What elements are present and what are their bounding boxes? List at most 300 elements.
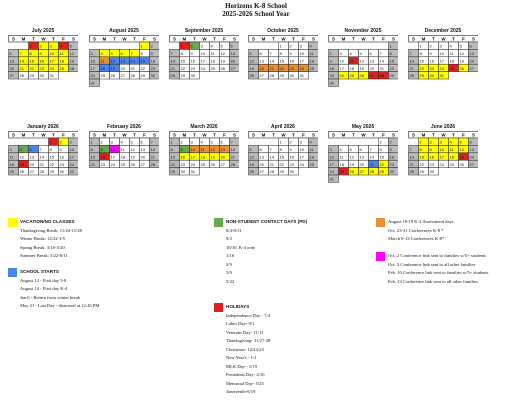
day-number: 15 [29,58,34,64]
day-number: 31 [49,73,54,79]
day-number: 18 [449,58,454,64]
day-number: 24 [299,65,304,71]
day-number: 6 [230,43,233,49]
day-number: 16 [180,154,185,160]
day-number: 11 [339,154,344,160]
day-header: F [143,132,146,138]
day-header: F [302,36,305,42]
day-number: 8 [279,147,282,152]
day-number: 15 [419,58,424,64]
day-number: 20 [29,161,34,167]
day-number: 16 [39,58,44,64]
day-number: 7 [170,51,173,56]
page-title: Horizons K-8 School [225,2,287,10]
day-number: 9 [59,147,62,152]
day-number: 2 [329,51,332,56]
day-number: 8 [140,51,143,56]
day-header: S [392,36,395,42]
day-number: 25 [9,169,14,175]
legend-line: August 18-19 K-2 Assessment days [388,219,454,224]
legend-school-starts [8,268,198,311]
month-calendar [248,124,318,183]
day-number: 10 [439,51,444,56]
day-header: M [102,132,107,138]
day-number: 7 [269,51,272,56]
day-header: W [441,132,446,138]
day-number: 2 [59,139,62,145]
day-number: 17 [110,154,115,160]
day-number: 10 [110,147,115,152]
day-number: 22 [180,65,185,71]
day-number: 12 [130,147,135,152]
day-number: 15 [279,58,284,64]
day-number: 30 [289,73,294,79]
day-number: 3 [339,51,342,56]
day-number: 1 [180,43,183,49]
day-number: 17 [90,65,95,71]
day-number: 18 [59,58,64,64]
day-number: 19 [130,154,135,160]
day-number: 29 [419,169,424,175]
month-grid [89,35,159,87]
day-number: 27 [469,65,474,71]
day-number: 18 [309,154,314,160]
day-number: 20 [259,161,264,167]
day-number: 15 [49,154,54,160]
day-number: 4 [210,43,213,49]
day-number: 25 [200,161,205,167]
day-number: 14 [379,58,384,64]
day-header: F [462,36,465,42]
day-number: 20 [140,154,145,160]
day-number: 21 [170,65,175,71]
day-header: T [272,132,275,138]
day-number: 24 [200,65,205,71]
day-header: T [213,132,216,138]
day-number: 5 [220,43,223,49]
day-number: 3 [329,147,332,152]
legend-line: 5/22 [226,278,235,284]
day-header: S [252,132,255,138]
day-header: W [281,36,286,42]
legend-heading: NON-STUDENT CONTACT DAYS (PD) [226,219,308,224]
day-header: T [32,36,35,42]
legend-line: 8/4-8/11 [226,227,242,233]
legend-line: Oct. 23-31 Conferences K-8 * [388,227,444,233]
day-number: 3 [49,43,52,49]
day-number: 27 [220,161,225,167]
day-number: 7 [409,147,412,152]
day-number: 24 [69,161,74,167]
day-number: 23 [59,161,64,167]
day-number: 12 [110,58,115,64]
day-number: 11 [210,51,215,56]
day-number: 31 [190,169,195,175]
month-grid [169,35,239,87]
legend-line: 9/2 [226,236,232,241]
vacation-swatch [8,218,17,227]
day-number: 11 [120,147,125,152]
day-header: M [341,36,346,42]
day-number: 14 [130,58,135,64]
day-number: 29 [279,73,284,79]
day-number: 21 [230,154,235,160]
legend-line: Spring Break: 3/16-3/20 [20,244,65,250]
legend-line: MLK Day - 1/19 [226,363,258,369]
day-header: T [52,132,55,138]
day-number: 14 [230,147,235,152]
day-number: 16 [150,58,155,64]
day-number: 9 [289,147,292,152]
day-number: 29 [419,73,424,79]
day-number: 24 [339,73,344,79]
day-number: 7 [19,51,22,56]
day-number: 5 [459,139,462,145]
day-number: 22 [419,161,424,167]
month-grid [408,131,478,183]
day-header: S [72,132,75,138]
day-number: 3 [190,139,193,145]
day-number: 6 [9,51,12,56]
day-number: 30 [150,73,155,79]
day-number: 13 [469,147,474,152]
month-name: November 2025 [344,28,382,34]
day-number: 15 [419,154,424,160]
day-number: 5 [130,139,133,145]
day-number: 3 [110,139,113,145]
day-number: 30 [39,73,44,79]
day-number: 1 [389,43,392,49]
day-number: 5 [249,51,252,56]
day-header: T [432,132,435,138]
day-header: T [432,36,435,42]
day-number: 30 [180,169,185,175]
day-number: 2 [289,43,292,49]
day-number: 26 [69,65,74,71]
day-header: T [452,36,455,42]
day-number: 28 [379,73,384,79]
day-header: S [392,132,395,138]
legend-line: Veterans Day- 11/11 [226,329,264,335]
day-number: 29 [389,73,394,79]
day-number: 19 [19,161,24,167]
legend-line: Labor Day- 9/1 [226,321,255,326]
month-grid [8,131,78,183]
day-number: 19 [110,65,115,71]
day-number: 26 [249,169,254,175]
day-number: 4 [449,139,452,145]
day-number: 21 [39,161,44,167]
month-calendar [408,124,478,183]
day-number: 19 [249,65,254,71]
day-header: S [12,36,15,42]
day-number: 4 [9,147,12,152]
day-number: 16 [59,154,64,160]
day-number: 26 [220,65,225,71]
legend-line: August 12 - First day 5-8 [20,277,67,283]
day-number: 4 [309,139,312,145]
day-number: 7 [369,147,372,152]
day-number: 20 [469,58,474,64]
day-number: 1 [419,139,422,145]
day-number: 22 [389,65,394,71]
month-name: April 2026 [271,124,295,130]
day-number: 25 [120,161,125,167]
day-number: 14 [150,147,155,152]
month-name: September 2025 [184,28,224,34]
day-header: M [21,36,26,42]
legend-line: Oct. 3 Conference link sent to all other families [388,261,476,267]
day-header: T [213,36,216,42]
month-calendar [89,28,159,87]
day-number: 3 [299,139,302,145]
day-header: T [113,132,116,138]
day-number: 24 [190,161,195,167]
day-header: S [12,132,15,138]
day-header: M [102,36,107,42]
day-number: 28 [409,169,414,175]
day-number: 29 [180,73,185,79]
day-number: 28 [269,169,274,175]
day-number: 16 [190,58,195,64]
month-calendar [8,28,78,87]
day-header: F [302,132,305,138]
day-number: 26 [19,169,24,175]
day-number: 17 [190,154,195,160]
day-number: 27 [9,73,14,79]
day-number: 25 [449,65,454,71]
day-number: 25 [100,73,105,79]
day-number: 18 [210,58,215,64]
day-header: S [173,36,176,42]
day-number: 9 [429,147,432,152]
day-number: 17 [69,154,74,160]
day-number: 10 [299,51,304,56]
day-number: 18 [449,154,454,160]
day-number: 3 [439,139,442,145]
non-student-contact-swatch [214,218,223,227]
day-number: 7 [269,147,272,152]
day-number: 14 [269,154,274,160]
day-number: 12 [249,154,254,160]
day-number: 22 [29,65,34,71]
day-number: 6 [469,43,472,49]
month-name: December 2025 [424,28,462,34]
month-name: October 2025 [267,28,299,34]
legend-line: March 9-13 Conferences K-8* [388,236,445,241]
day-number: 5 [459,43,462,49]
day-number: 13 [9,58,14,64]
legend-line: Thanksgiving- 11/27-28 [226,338,271,343]
day-header: T [452,132,455,138]
day-number: 16 [289,58,294,64]
month-name: May 2026 [351,124,375,130]
day-number: 11 [349,58,354,64]
day-number: 17 [200,58,205,64]
day-number: 16 [389,154,394,160]
month-grid [89,131,159,183]
day-header: S [412,132,415,138]
day-number: 7 [230,139,233,145]
day-number: 13 [259,154,264,160]
day-number: 22 [419,65,424,71]
day-number: 25 [449,161,454,167]
legend-assessment [376,218,510,244]
school-starts-swatch [8,268,17,277]
page-subtitle: 2025-2026 School Year [222,10,290,18]
day-number: 12 [220,51,225,56]
day-number: 8 [389,51,392,56]
day-number: 14 [170,58,175,64]
day-number: 22 [379,161,384,167]
day-number: 14 [269,58,274,64]
day-number: 23 [190,65,195,71]
legend-heading: VACATION/NO CLASSES [20,219,75,224]
day-number: 8 [90,147,93,152]
day-number: 5 [19,147,22,152]
day-number: 9 [180,147,183,152]
day-header: T [372,36,375,42]
day-number: 6 [220,139,223,145]
day-number: 14 [39,154,44,160]
day-header: W [41,132,46,138]
day-header: F [62,36,65,42]
day-number: 12 [69,51,74,56]
day-number: 9 [389,147,392,152]
day-number: 19 [459,154,464,160]
day-number: 2 [39,43,42,49]
day-header: W [361,132,366,138]
day-number: 21 [269,161,274,167]
day-number: 13 [140,147,145,152]
day-number: 2 [389,139,392,145]
day-number: 20 [120,65,125,71]
day-header: F [223,36,226,42]
legend-line: Memorial Day- 5/25 [226,380,264,386]
day-number: 20 [259,65,264,71]
day-header: T [32,132,35,138]
day-number: 5 [359,51,362,56]
day-number: 15 [180,58,185,64]
day-header: S [93,36,96,42]
day-header: T [292,132,295,138]
day-number: 10 [69,147,74,152]
day-number: 10 [200,51,205,56]
day-number: 10 [190,147,195,152]
month-calendar [328,28,398,87]
day-number: 14 [409,154,414,160]
day-number: 26 [359,73,364,79]
day-number: 5 [349,147,352,152]
day-number: 16 [289,154,294,160]
day-number: 24 [299,161,304,167]
day-number: 8 [170,147,173,152]
day-number: 2 [429,139,432,145]
day-number: 26 [110,73,115,79]
day-number: 1 [170,139,173,145]
day-header: M [261,132,266,138]
day-number: 29 [170,169,175,175]
day-number: 16 [429,154,434,160]
day-number: 30 [389,169,394,175]
month-name: August 2025 [109,28,139,34]
day-header: S [312,132,315,138]
day-number: 4 [120,139,123,145]
day-header: S [153,36,156,42]
day-number: 21 [130,65,135,71]
day-number: 18 [339,161,344,167]
day-number: 2 [429,43,432,49]
day-number: 30 [429,169,434,175]
legend-line: 2/9 [226,261,232,267]
day-number: 20 [469,154,474,160]
day-number: 1 [90,139,93,145]
legend-line: Jan 6 - Return from winter break [20,294,81,300]
month-calendar [8,124,78,183]
legend-heading: SCHOOL STARTS [20,269,59,274]
day-number: 15 [389,58,394,64]
day-number: 23 [429,65,434,71]
day-number: 16 [100,154,105,160]
day-header: S [472,36,475,42]
legend-line: Presidents Day- 2/16 [226,372,265,377]
day-number: 26 [210,161,215,167]
day-number: 23 [150,65,155,71]
day-number: 11 [59,51,64,56]
legend-vacation [8,218,198,261]
day-number: 15 [170,154,175,160]
day-header: T [372,132,375,138]
legend-line: May 21 - Last Day - dismissal at 12:45 PM [20,303,100,308]
day-number: 27 [140,161,145,167]
day-number: 26 [459,161,464,167]
day-number: 12 [359,58,364,64]
day-number: 12 [459,147,464,152]
day-number: 28 [170,73,175,79]
day-number: 13 [469,51,474,56]
month-calendar [89,124,159,183]
day-header: S [72,36,75,42]
day-number: 23 [289,65,294,71]
day-number: 4 [200,139,203,145]
holiday-swatch [214,303,223,312]
day-number: 21 [269,65,274,71]
day-number: 6 [29,147,32,152]
day-number: 1 [279,139,282,145]
day-number: 20 [220,154,225,160]
day-header: F [143,36,146,42]
day-number: 13 [259,58,264,64]
day-number: 2 [180,139,183,145]
day-number: 29 [49,169,54,175]
month-name: January 2026 [27,124,59,130]
day-number: 13 [220,147,225,152]
day-number: 23 [100,161,105,167]
day-number: 5 [210,139,213,145]
day-header: S [312,36,315,42]
day-number: 22 [90,161,95,167]
day-header: W [122,36,127,42]
day-number: 13 [29,154,34,160]
day-header: W [202,36,207,42]
day-number: 21 [150,154,155,160]
day-number: 30 [429,73,434,79]
day-number: 17 [49,58,54,64]
day-number: 24 [49,65,54,71]
day-number: 19 [220,58,225,64]
day-header: W [441,36,446,42]
day-number: 26 [130,161,135,167]
